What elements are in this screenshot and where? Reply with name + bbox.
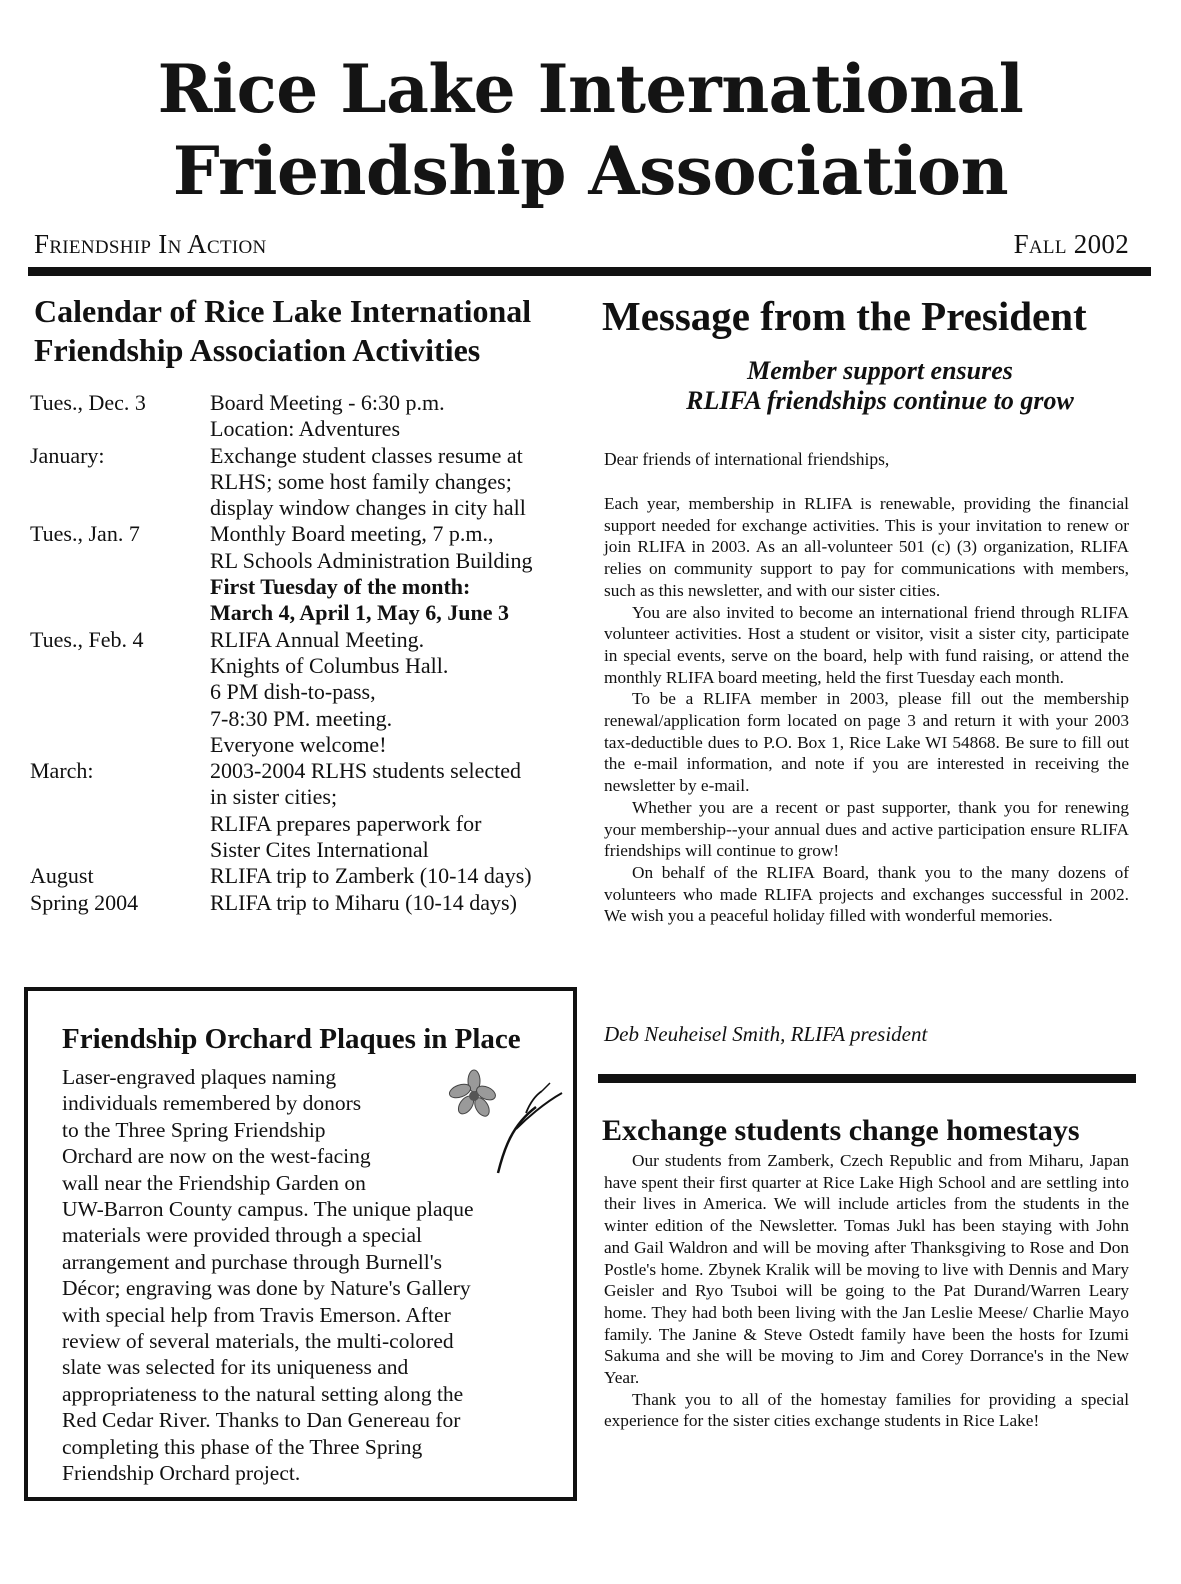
masthead-line-1: Rice Lake International [157,50,1024,128]
orchard-line: to the Three Spring Friendship [62,1117,326,1142]
calendar-entry [30,890,590,916]
calendar-event [210,758,590,863]
calendar-date: Spring 2004 [30,889,139,915]
calendar-event-line: RLIFA trip to Miharu (10-14 days) [210,889,517,915]
president-body [604,493,1129,927]
calendar-event [210,390,590,443]
calendar-date: Tues., Jan. 7 [30,521,140,547]
orchard-line: materials were provided through a special [62,1223,422,1248]
president-subtitle-line-1: Member support ensures [747,356,1013,385]
orchard-line: Friendship Orchard project. [62,1461,301,1486]
orchard-line: appropriateness to the natural setting along the [62,1381,464,1406]
orchard-line: slate was selected for its uniqueness and [62,1355,409,1380]
president-paragraph: Whether you are a recent or past supporter, thank you for renewing your membership--your annual dues and active participation ensure RLIFA friendships will continue to grow! [604,797,1129,861]
president-signature: Deb Neuheisel Smith, RLIFA president [604,1022,928,1046]
calendar-entry [30,390,590,443]
calendar-date: August [30,863,94,889]
calendar-event [210,443,590,522]
president-paragraph: On behalf of the RLIFA Board, thank you to the many dozens of volunteers who made RLIFA projects and exchanges successful in 2002. We wish you a peaceful holiday filled with wonderful memories. [604,862,1129,926]
president-subtitle [590,356,1170,416]
calendar-event-line: RLIFA prepares paperwork for [210,810,482,836]
orchard-line: wall near the Friendship Garden on [62,1170,366,1195]
calendar-date: March: [30,758,94,784]
president-paragraph: You are also invited to become an international friend through RLIFA volunteer activities. Host a student or visitor, visit a sister city, participate in special events, serve on the board, help with fund raising, or attend the monthly RLIFA board meeting, held the first Tuesday each month. [604,602,1129,687]
calendar-event-line: display window changes in city hall [210,495,526,521]
calendar-event-line: RLIFA Annual Meeting. [210,626,425,652]
president-paragraph: To be a RLIFA member in 2003, please fill out the membership renewal/application form located on page 3 and return it with your 2003 tax-deductible dues to P.O. Box 1, Rice Lake WI 54868. Be sure to fill out the e-mail information, and note if you are interested in receiving the newsletter by e-mail. [604,689,1129,796]
calendar-title-line-1: Calendar of Rice Lake International [34,293,532,329]
calendar-event-line: in sister cities; [210,784,338,810]
calendar-event-line: RLIFA trip to Zamberk (10-14 days) [210,863,532,889]
calendar-event [210,627,590,758]
calendar-event-line: 2003-2004 RLHS students selected [210,758,522,784]
calendar-entry [30,863,590,889]
calendar-event-line: Exchange student classes resume at [210,442,523,468]
orchard-body [62,1064,562,1487]
calendar-title-line-2: Friendship Association Activities [34,332,481,368]
calendar-date: January: [30,442,105,468]
calendar-event-line: Location: Adventures [210,416,401,442]
calendar-entry [30,627,590,758]
calendar-date: Tues., Dec. 3 [30,390,146,415]
section-rule [598,1074,1136,1083]
orchard-title: Friendship Orchard Plaques in Place [62,1023,521,1055]
calendar-entry [30,443,590,522]
exchange-paragraph: Our students from Zamberk, Czech Republic and from Miharu, Japan have spent their first quarter at Rice Lake High School and are settling into their lives in America. We will include articles from the students in the winter edition of the Newsletter. Tomas Jukl has been staying with John and Gail Waldron and will be moving after Thanksgiving to Rose and Don Postle's home. Zbynek Kralik will be moving to live with Dennis and Mary Geisler and Ryo Tsuboi will be going to the Pat Durand/Warren Leary home. They had both been living with the Jan Leslie Meese/ Charlie Mayo family. The Janine & Steve Ostedt family have been the hosts for Izumi Sakuma and she will be moving to Jim and Corey Dorrance's in the New Year. [604,1151,1129,1388]
orchard-line: Orchard are now on the west-facing [62,1144,371,1169]
calendar-event-line: Monthly Board meeting, 7 p.m., [210,521,494,547]
exchange-paragraph: Thank you to all of the homestay families for providing a special experience for the sister cities exchange students in Rice Lake! [604,1389,1129,1431]
calendar-entry [30,521,590,626]
orchard-line: Décor; engraving was done by Nature's Gallery [62,1276,471,1301]
calendar-event-line: Everyone welcome! [210,731,387,757]
calendar-event-line: 7-8:30 PM. meeting. [210,705,393,731]
calendar-event-line-bold: First Tuesday of the month: [210,574,471,600]
masthead [0,48,1181,212]
exchange-title: Exchange students change homestays [602,1114,1080,1147]
orchard-line: review of several materials, the multi-colored [62,1329,454,1354]
calendar-date: Tues., Feb. 4 [30,626,144,652]
calendar-entry [30,758,590,863]
orchard-line: with special help from Travis Emerson. After [62,1302,451,1327]
issue-date: Fall 2002 [1013,229,1129,259]
exchange-body [604,1150,1129,1432]
president-subtitle-line-2: RLIFA friendships continue to grow [686,386,1074,415]
calendar-list [30,390,590,916]
orchard-line: arrangement and purchase through Burnell's [62,1249,442,1274]
calendar-event-line: Board Meeting - 6:30 p.m. [210,390,445,415]
calendar-event-line: Knights of Columbus Hall. [210,652,449,678]
calendar-event-line: RL Schools Administration Building [210,547,533,573]
calendar-event-line: 6 PM dish-to-pass, [210,679,376,705]
orchard-line: individuals remembered by donors [62,1091,362,1116]
president-paragraph: Each year, membership in RLIFA is renewable, providing the financial support needed for exchange activities. This is your invitation to renew or join RLIFA in 2003. As an all-volunteer 501 (c) (3) organization, RLIFA relies on community support to pay for communications with members, such as this newsletter, and with our sister cities. [604,494,1129,600]
calendar-event [210,521,590,626]
calendar-event-line: RLHS; some host family changes; [210,468,512,494]
newsletter-subtitle: Friendship In Action [34,229,267,259]
orchard-line: UW-Barron County campus. The unique plaque [62,1197,474,1222]
top-rule [28,267,1151,276]
orchard-line: Laser-engraved plaques naming [62,1065,337,1089]
calendar-event-line-bold: March 4, April 1, May 6, June 3 [210,600,510,626]
calendar-event [210,863,590,889]
president-greeting: Dear friends of international friendships, [604,449,890,469]
president-title: Message from the President [602,293,1087,339]
orchard-line: Red Cedar River. Thanks to Dan Genereau for [62,1408,461,1433]
masthead-line-2: Friendship Association [172,132,1009,210]
calendar-event [210,890,590,916]
orchard-article-box [24,987,577,1501]
calendar-event-line: Sister Cites International [210,837,429,863]
calendar-title [34,292,594,370]
orchard-line: completing this phase of the Three Spring [62,1434,423,1459]
